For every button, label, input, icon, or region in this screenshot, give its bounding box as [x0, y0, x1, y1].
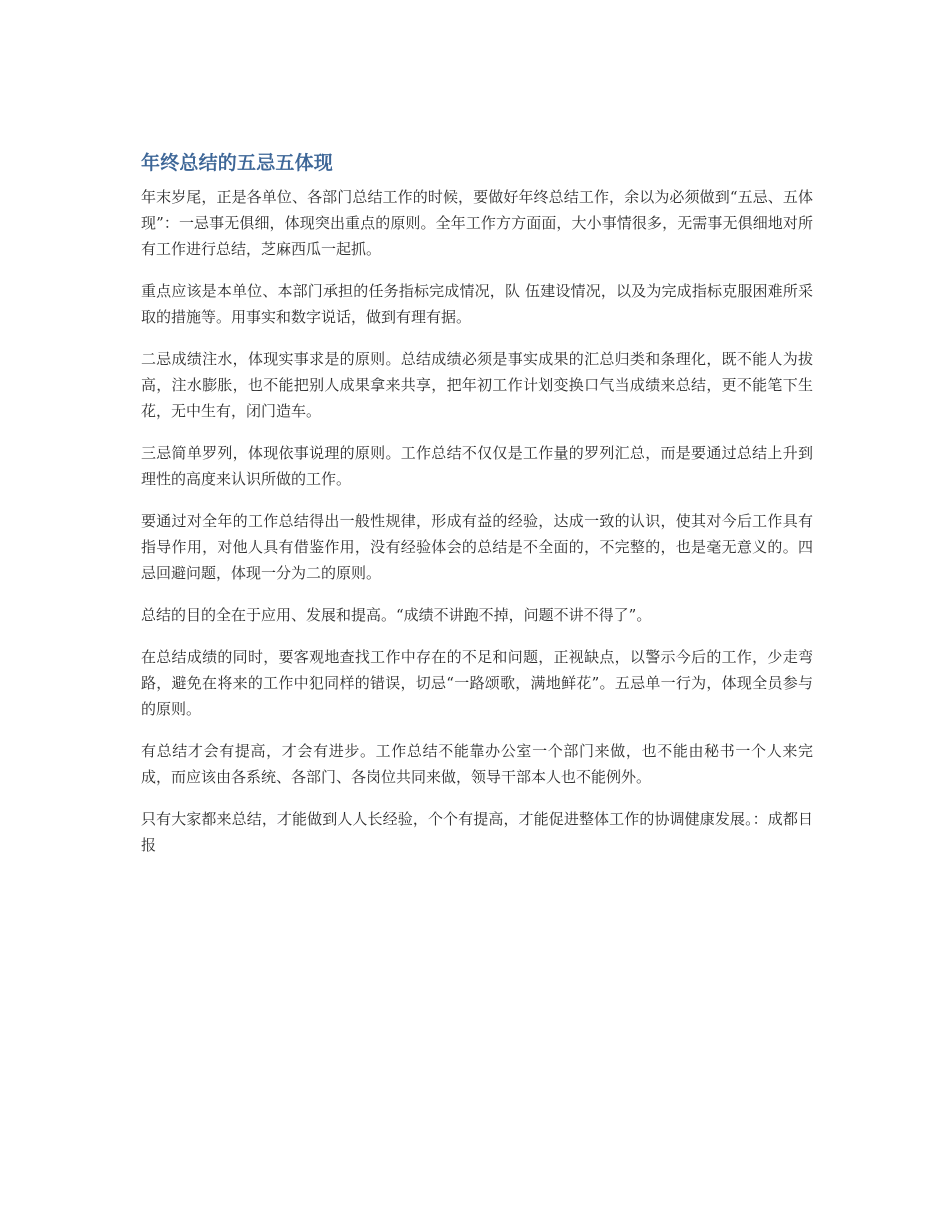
paragraph-5: 要通过对全年的工作总结得出一般性规律，形成有益的经验，达成一致的认识，使其对今后工作具有指导作用，对他人具有借鉴作用，没有经验体会的总结是不全面的，不完整的，也是毫无意义的。四忌回避问题，体现一分为二的原则。 [141, 512, 813, 582]
paragraph-3: 二忌成绩注水，体现实事求是的原则。总结成绩必须是事实成果的汇总归类和条理化，既不能人为拔高，注水膨胀，也不能把别人成果拿来共享，把年初工作计划变换口气当成绩来总结，更不能笔下生花，无中生有，闭门造车。 [141, 350, 813, 420]
paragraph-6: 总结的目的全在于应用、发展和提高。“成绩不讲跑不掉，问题不讲不得了”。 [141, 606, 652, 624]
document-title: 年终总结的五忌五体现 [141, 152, 334, 174]
paragraph-9: 只有大家都来总结，才能做到人人长经验，个个有提高，才能促进整体工作的协调健康发展。：成都日报 [141, 810, 813, 854]
paragraph-2: 重点应该是本单位、本部门承担的任务指标完成情况，队 伍建设情况，以及为完成指标克服困难所采取的措施等。用事实和数字说话，做到有理有据。 [141, 282, 813, 326]
document-page [141, 148, 813, 874]
paragraph-8: 有总结才会有提高，才会有进步。工作总结不能靠办公室一个部门来做，也不能由秘书一个人来完成，而应该由各系统、各部门、各岗位共同来做，领导干部本人也不能例外。 [141, 742, 813, 786]
paragraph-4: 三忌简单罗列，体现依事说理的原则。工作总结不仅仅是工作量的罗列汇总，而是要通过总结上升到理性的高度来认识所做的工作。 [141, 444, 813, 488]
paragraph-7: 在总结成绩的同时，要客观地查找工作中存在的不足和问题，正视缺点，以警示今后的工作，少走弯路，避免在将来的工作中犯同样的错误，切忌“一路颂歌，满地鲜花”。五忌单一行为，体现全员参与的原则。 [141, 648, 813, 718]
paragraph-1: 年末岁尾，正是各单位、各部门总结工作的时候，要做好年终总结工作，余以为必须做到“五忌、五体现”：一忌事无俱细，体现突出重点的原则。全年工作方方面面，大小事情很多，无需事无俱细地对所有工作进行总结，芝麻西瓜一起抓。 [141, 188, 813, 258]
